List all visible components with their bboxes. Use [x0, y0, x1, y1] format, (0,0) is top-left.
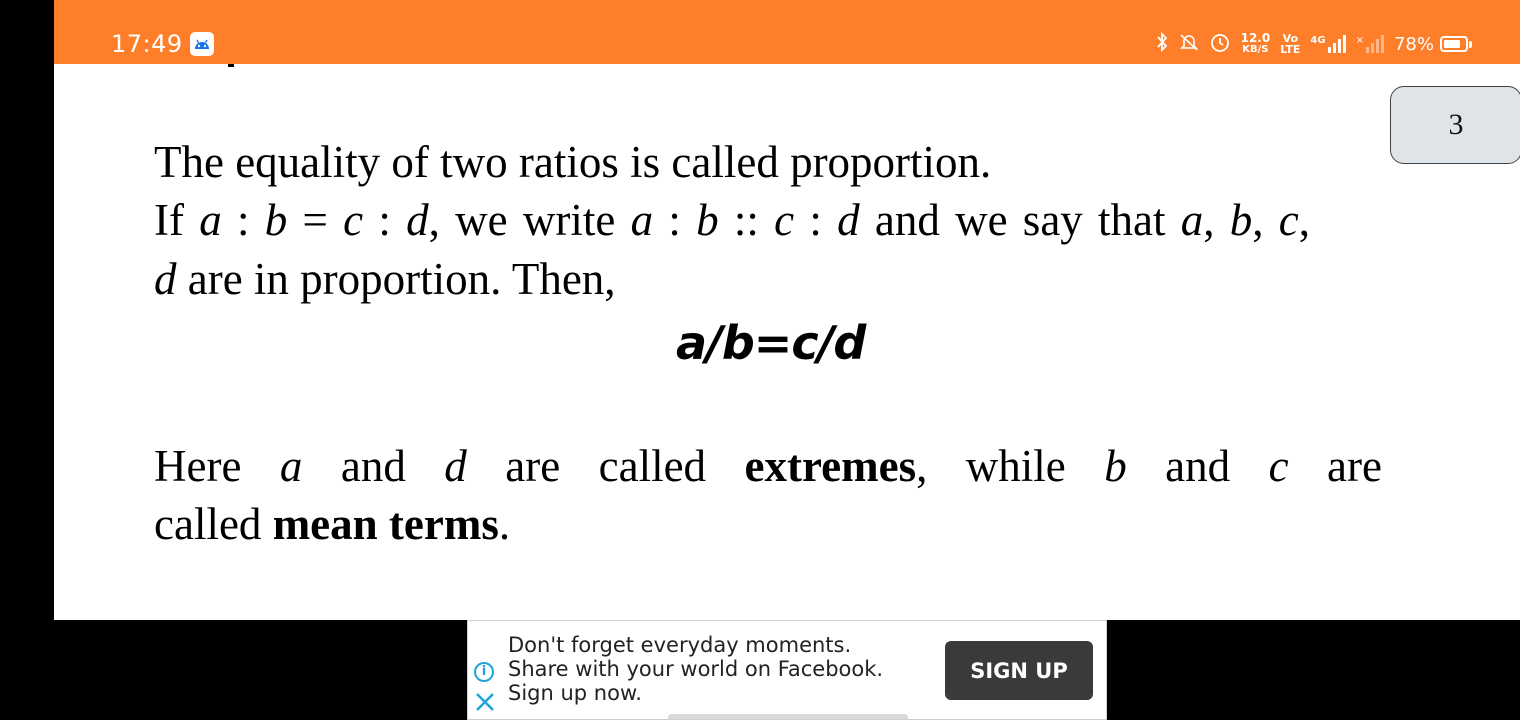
battery-icon — [1440, 36, 1468, 52]
volte-bottom: LTE — [1280, 43, 1301, 56]
proportion-formula: a/b=c/d — [676, 316, 866, 370]
var-b: b — [1104, 441, 1127, 491]
network-type: 4G — [1310, 35, 1326, 46]
var-a: a — [630, 195, 654, 245]
var-b: b — [264, 195, 288, 245]
colon: : — [653, 195, 697, 245]
signal-bars-icon — [1328, 35, 1346, 53]
comma: , — [1298, 195, 1311, 245]
battery-percent: 78% — [1393, 33, 1434, 55]
colon: : — [794, 195, 838, 245]
status-time: 17:49 — [111, 30, 183, 58]
var-a: a — [279, 441, 303, 491]
android-icon — [190, 32, 214, 56]
text: while — [965, 441, 1066, 491]
text: called — [154, 499, 273, 549]
battery-level-fill — [1444, 40, 1460, 48]
term-mean-terms: mean terms — [272, 499, 499, 549]
text-line-1: The equality of two ratios is called proportion. — [154, 137, 992, 187]
clipped-glyph-fragment — [228, 64, 234, 67]
signal-sim2 — [1356, 35, 1384, 53]
period: . — [498, 499, 511, 549]
network-speed-unit: KB/S — [1242, 44, 1269, 55]
text: and — [340, 441, 406, 491]
var-c: c — [1278, 195, 1299, 245]
comma: , — [1252, 195, 1279, 245]
text: called — [598, 441, 707, 491]
ad-banner[interactable] — [467, 620, 1107, 720]
document-page[interactable] — [54, 64, 1520, 620]
network-speed-value: 12.0 — [1240, 31, 1271, 45]
comma: , — [1203, 195, 1230, 245]
var-a: a — [1180, 195, 1204, 245]
term-extremes: extremes — [744, 441, 917, 491]
battery-tip — [1469, 41, 1472, 48]
var-d: d — [837, 195, 860, 245]
text: , we write — [428, 195, 631, 245]
text-line-4 — [154, 441, 1382, 491]
var-d: d — [154, 254, 177, 304]
text-line-5 — [154, 499, 511, 549]
equals: = — [287, 195, 344, 245]
colon: : — [363, 195, 407, 245]
alarm-icon — [1209, 31, 1231, 58]
sign-up-button[interactable]: SIGN UP — [945, 641, 1093, 700]
volte-top: Vo — [1282, 32, 1299, 45]
status-icons — [1155, 30, 1472, 58]
text: are — [505, 441, 561, 491]
text-line-2 — [154, 195, 1311, 245]
signal-sim1 — [1310, 35, 1345, 53]
text: are — [1327, 441, 1382, 491]
var-c: c — [774, 195, 795, 245]
no-signal-mark: × — [1355, 35, 1364, 46]
page-number-badge[interactable]: 3 — [1390, 86, 1520, 164]
colon: : — [221, 195, 265, 245]
signal-bars-empty-icon — [1366, 35, 1384, 53]
text: and we say that — [859, 195, 1181, 245]
ad-close-icon[interactable] — [474, 691, 496, 713]
text: and — [1165, 441, 1231, 491]
bluetooth-icon — [1155, 32, 1169, 57]
battery — [1394, 34, 1472, 55]
var-b: b — [1229, 195, 1253, 245]
status-bar — [54, 0, 1520, 64]
volte-indicator — [1280, 33, 1300, 55]
text: Here — [154, 441, 242, 491]
ad-text[interactable]: Don't forget everyday moments. Share with your world on Facebook. Sign up now. — [508, 633, 884, 705]
ad-info-icon[interactable]: i — [474, 662, 494, 682]
text: are in proportion. Then, — [176, 254, 616, 304]
var-c: c — [343, 195, 364, 245]
text: If — [154, 195, 200, 245]
var-a: a — [199, 195, 222, 245]
double-colon: :: — [718, 195, 775, 245]
var-d: d — [406, 195, 429, 245]
muted-bell-icon — [1179, 32, 1199, 57]
var-d: d — [444, 441, 467, 491]
network-speed — [1241, 32, 1271, 56]
var-b: b — [696, 195, 719, 245]
comma: , — [916, 441, 928, 491]
text-line-3 — [154, 254, 616, 304]
var-c: c — [1268, 441, 1289, 491]
ad-drag-handle[interactable] — [668, 714, 908, 719]
